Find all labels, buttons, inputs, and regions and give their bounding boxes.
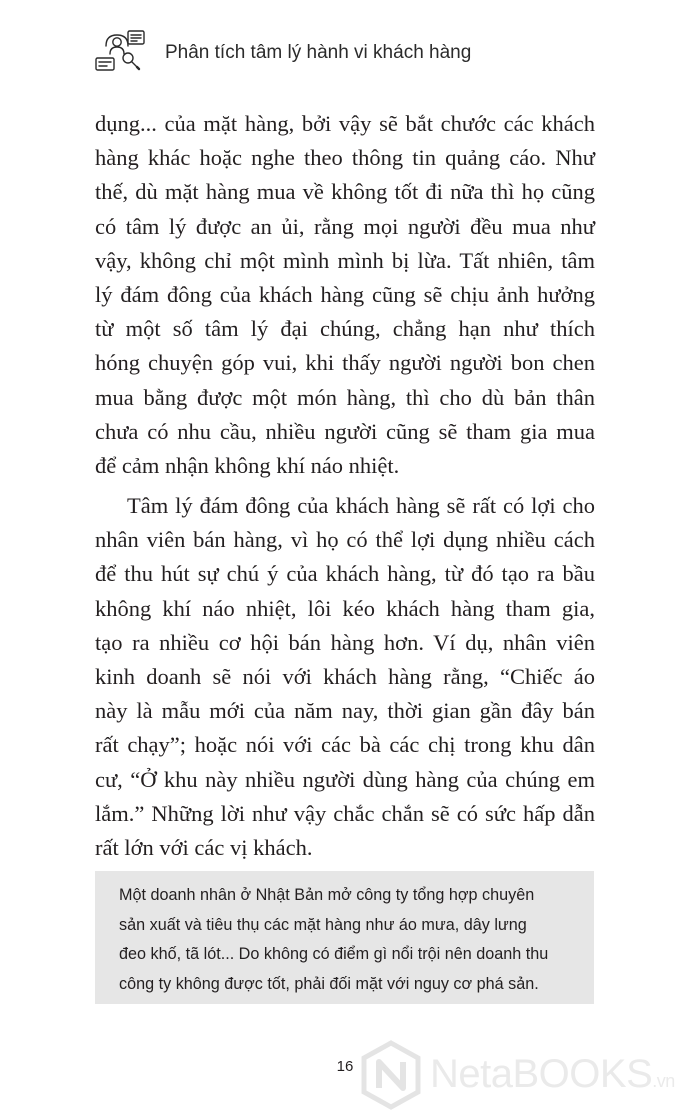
case-study-line: đeo khố, tã lót... Do không có điểm gì nổi trội nên doanh thu [119,945,549,963]
text-line: tạo ra nhiều cơ hội bán hàng hơn. Ví dụ, nhân viên [95,629,595,655]
text-line: để cảm nhận không khí náo nhiệt. [95,453,400,479]
watermark [360,1040,690,1112]
text-line: kinh doanh sẽ nói với khách hàng rằng, “Chiếc áo [95,664,595,690]
text-line: để thu hút sự chú ý của khách hàng, từ đó tạo ra bầu [95,561,595,587]
text-line: lý đám đông của khách hàng cũng sẽ chịu ảnh hưởng [95,282,595,308]
text-line: cư, “Ở khu này nhiều người dùng hàng của chúng em [95,766,595,792]
body-paragraph-2 [95,489,595,865]
text-line: không khí náo nhiệt, lôi kéo khách hàng tham gia, [95,595,595,621]
watermark-suffix: .vn [652,1071,675,1091]
watermark-brand: NetaBOOKS [430,1052,653,1096]
case-study-text [119,881,574,999]
text-line: này là mẫu mới của năm nay, thời gian gần đây bán [95,698,595,724]
text-line: dụng... của mặt hàng, bởi vậy sẽ bắt chước các khách [95,111,595,136]
running-header [95,28,615,78]
body-paragraph-1 [95,107,595,483]
text-line: hóng chuyện góp vui, khi thấy người người bon chen [95,350,595,376]
text-line: hàng khác hoặc nghe theo thông tin quảng cáo. Như [95,145,595,171]
case-study-line: công ty không được tốt, phải đối mặt với nguy cơ phá sản. [119,974,539,993]
text-line: mua bằng được một món hàng, thì cho dù bản thân [95,384,595,410]
text-line: thế, dù mặt hàng mua về không tốt đi nữa thì họ cũng [95,179,595,205]
page-number: 16 [336,1058,354,1075]
case-study-box [95,871,594,1004]
text-line: vậy, không chỉ một mình mình bị lừa. Tất nhiên, tâm [95,247,595,273]
text-line: chưa có nhu cầu, nhiều người cũng sẽ tham gia mua [95,418,595,444]
running-header-title: Phân tích tâm lý hành vi khách hàng [165,42,472,63]
netabooks-logo-icon [360,1040,422,1110]
text-line: rất chạy”; hoặc nói với các bà các chị trong khu dân [95,732,595,758]
text-line: rất lớn với các vị khách. [95,835,313,861]
text-line: từ một số tâm lý đại chúng, chẳng hạn như thích [95,316,595,342]
customer-analysis-icon [95,28,151,74]
watermark-text [430,1052,675,1097]
text-line: nhân viên bán hàng, vì họ có thể lợi dụng nhiều cách [95,527,595,553]
case-study-line: sản xuất và tiêu thụ các mặt hàng như áo mưa, dây lưng [119,915,527,934]
text-line: có tâm lý được an ủi, rằng mọi người đều mua như [95,213,595,239]
case-study-line: Một doanh nhân ở Nhật Bản mở công ty tổng hợp chuyên [119,886,535,904]
text-line: lắm.” Những lời như vậy chắc chắn sẽ có sức hấp dẫn [95,800,595,826]
text-line: Tâm lý đám đông của khách hàng sẽ rất có lợi cho [127,493,595,518]
